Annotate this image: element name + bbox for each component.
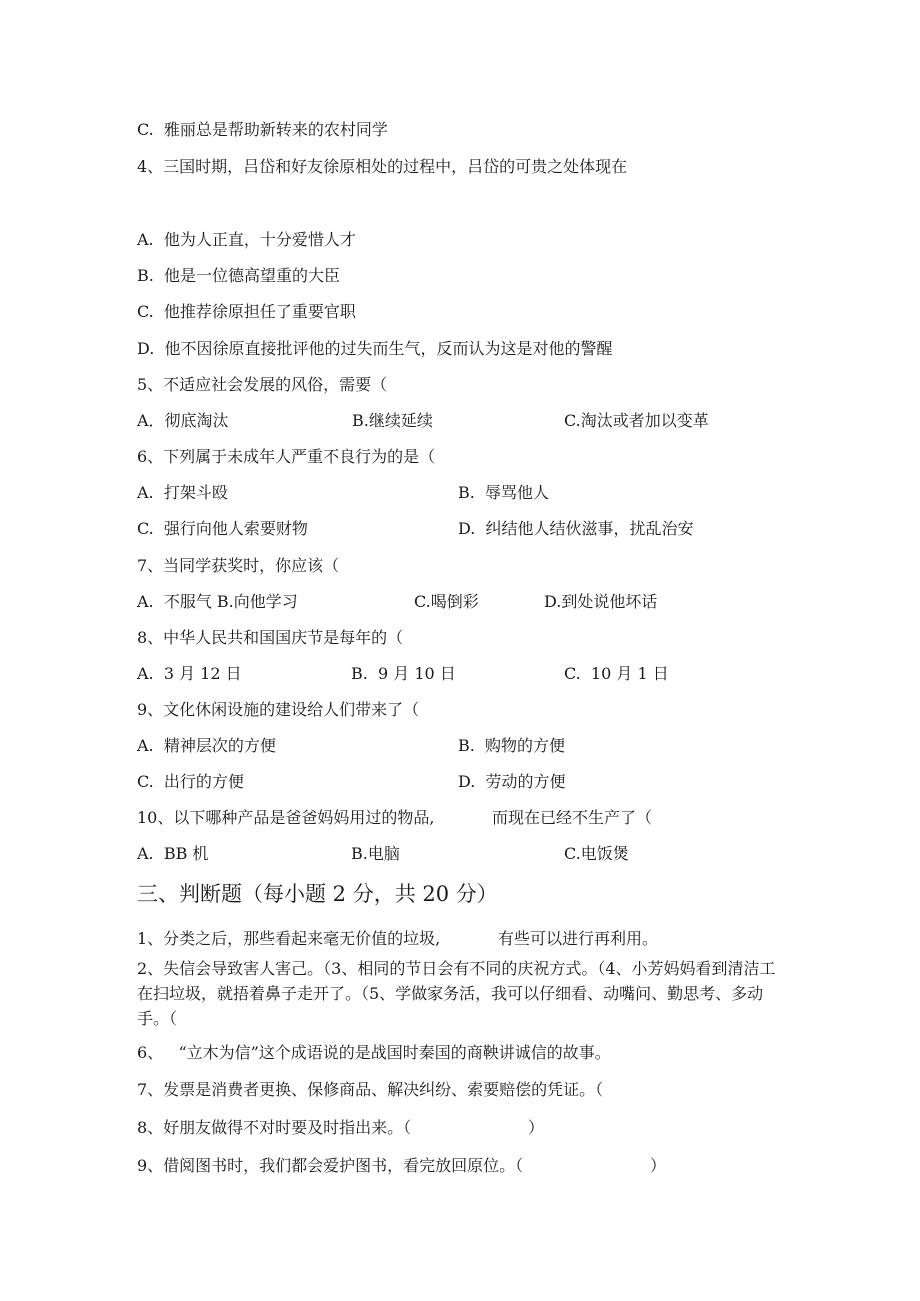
q5-option-b: B.继续延续 [352,411,433,430]
q5-option-a: A．彻底淘汰 [137,411,229,430]
q10-option-b: B.电脑 [351,844,400,863]
question-6: 6、下列属于未成年人严重不良行为的是（ [137,447,436,466]
q9-option-a: A. 精神层次的方便 [137,736,276,755]
question-7: 7、当同学获奖时，你应该（ [137,556,340,575]
q8-option-a: A. 3 月 12 日 [137,664,242,683]
q5-option-c: C.淘汰或者加以变革 [564,411,709,430]
q7-option-c: C.喝倒彩 [414,592,479,611]
q8-option-b: B. 9 月 10 日 [351,664,456,683]
question-4: 4、三国时期，吕岱和好友徐原相处的过程中，吕岱的可贵之处体现在 [137,157,628,176]
q6-option-d: D. 纠结他人结伙滋事，扰乱治安 [458,519,694,538]
q4-option-a: A. 他为人正直，十分爱惜人才 [137,230,356,249]
q6-option-a: A. 打架斗殴 [137,483,228,502]
section-3-heading: 三、判断题（每小题 2 分，共 20 分） [137,882,498,906]
q6-option-c: C. 强行向他人索要财物 [137,519,308,538]
q9-option-b: B. 购物的方便 [458,736,566,755]
q7-options-ab: A. 不服气 B.向他学习 [137,592,298,611]
q4-option-b: B. 他是一位德高望重的大臣 [137,266,341,285]
judgement-2-5: 2、失信会导致害人害己。（3、相同的节日会有不同的庆祝方式。（4、小芳妈妈看到清洁工在扫垃圾，就捂着鼻子走开了。（5、学做家务活，我可以仔细看、动嘴问、勤思考、多动手。（ [137,959,776,1028]
q6-option-b: B. 辱骂他人 [458,483,550,502]
question-9: 9、文化休闲设施的建设给人们带来了（ [137,700,420,719]
judgement-1: 1、分类之后，那些看起来毫无价值的垃圾, [137,929,441,948]
question-10-continued: 而现在已经不生产了（ [492,808,653,827]
q9-option-d: D. 劳动的方便 [458,772,566,791]
q7-option-d: D.到处说他坏话 [544,592,658,611]
q8-option-c: C. 10 月 1 日 [564,664,669,683]
judgement-8: 8、好朋友做得不对时要及时指出来。（ [137,1118,412,1137]
question-8: 8、中华人民共和国国庆节是每年的（ [137,628,404,647]
q10-option-c: C.电饭煲 [564,844,629,863]
judgement-9-close-paren: ） [650,1156,667,1175]
judgement-1-continued: 有些可以进行再利用。 [498,929,659,948]
q9-option-c: C. 出行的方便 [137,772,244,791]
q3-option-c: C. 雅丽总是帮助新转来的农村同学 [137,120,388,139]
judgement-8-close-paren: ） [528,1118,545,1137]
q10-option-a: A. BB 机 [137,844,209,863]
judgement-6: 6、 “立木为信”这个成语说的是战国时秦国的商鞅讲诚信的故事。 [137,1043,611,1062]
q4-option-c: C. 他推荐徐原担任了重要官职 [137,302,356,321]
judgement-7: 7、发票是消费者更换、保修商品、解决纠纷、索要赔偿的凭证。（ [137,1080,604,1099]
question-10: 10、以下哪种产品是爸爸妈妈用过的物品, [137,808,435,827]
question-5: 5、不适应社会发展的风俗，需要（ [137,375,388,394]
judgement-9: 9、借阅图书时，我们都会爱护图书，看完放回原位。（ [137,1156,524,1175]
q4-option-d: D. 他不因徐原直接批评他的过失而生气，反而认为这是对他的警醒 [137,339,613,358]
